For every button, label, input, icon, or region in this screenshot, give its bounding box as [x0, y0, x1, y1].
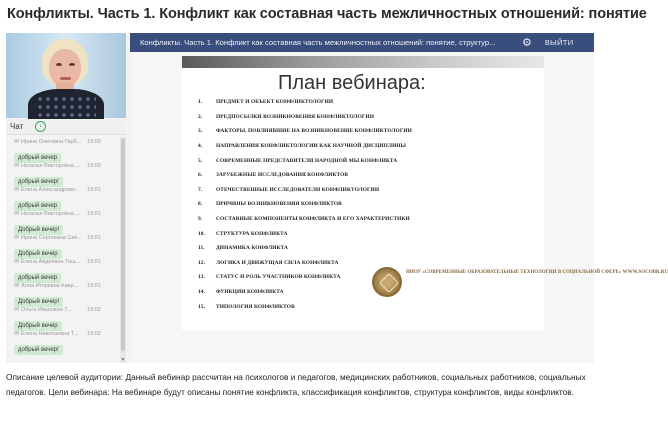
- agenda-text: СОСТАВНЫЕ КОМПОНЕНТЫ КОНФЛИКТА И ЕГО ХАРАКТЕРИСТИКИ: [216, 216, 410, 223]
- slide: [182, 56, 668, 330]
- agenda-number: 12.: [198, 259, 206, 266]
- scrollbar-thumb[interactable]: [121, 139, 125, 351]
- chat-message-header: [14, 209, 120, 218]
- agenda-item: [198, 212, 538, 227]
- chat-message-header: [14, 257, 120, 266]
- agenda-item: [198, 153, 538, 168]
- chat-author: Наталья Викторовна ...: [21, 162, 81, 169]
- chat-message-header: [14, 305, 120, 314]
- chat-message: [6, 257, 120, 281]
- chat-bar[interactable]: [6, 119, 126, 135]
- webinar-room: [6, 33, 668, 363]
- organization-text: НИОУ «СОВРЕМЕННЫЕ ОБРАЗОВАТЕЛЬНЫЕ ТЕХНОЛОГИИ В СОЦИАЛЬНОЙ СФЕРЕ» WWW.SOCOBR.RU: [406, 270, 668, 275]
- organization-stamp: [372, 267, 668, 301]
- message-icon: ✉: [14, 139, 20, 145]
- chat-message: [6, 161, 120, 185]
- chat-text: Добрый вечер: [14, 249, 62, 259]
- agenda-item: [198, 183, 538, 198]
- agenda-text: ФУНКЦИИ КОНФЛИКТА: [216, 289, 284, 296]
- agenda-number: 14.: [198, 289, 206, 296]
- chat-time: 19:02: [87, 306, 101, 313]
- gear-icon[interactable]: ⚙: [522, 37, 532, 49]
- chat-text: добрый вечер!: [14, 345, 63, 355]
- presenter-video: [6, 33, 126, 118]
- chat-list: [6, 137, 120, 363]
- chat-message-header: [14, 137, 120, 146]
- chat-message-header: [14, 233, 120, 242]
- agenda-item: [198, 197, 538, 212]
- message-icon: ✉: [14, 235, 20, 241]
- agenda-number: 8.: [198, 201, 203, 208]
- agenda-item: [198, 95, 538, 110]
- chat-message: [6, 305, 120, 329]
- chat-author: Елена Александровн...: [21, 186, 80, 193]
- agenda-text: ПРЕДМЕТ И ОБЪЕКТ КОНФЛИКТОЛОГИИ: [216, 99, 334, 106]
- agenda-number: 13.: [198, 274, 206, 281]
- chat-time: 19:02: [87, 330, 101, 337]
- chat-message: [6, 281, 120, 305]
- chat-author: Ольга Ивановна Т...: [21, 306, 72, 313]
- chat-author: Наталья Викторовна ...: [21, 210, 81, 217]
- chat-message-header: [14, 161, 120, 170]
- chat-time: 19:00: [87, 162, 101, 169]
- scroll-down-icon[interactable]: ▼: [120, 357, 126, 363]
- chat-text: Добрый вечер!: [14, 225, 63, 235]
- agenda-text: СТРУКТУРА КОНФЛИКТА: [216, 230, 288, 237]
- agenda-item: [198, 110, 538, 125]
- agenda-item: [198, 168, 538, 183]
- chat-scrollbar[interactable]: [120, 137, 126, 363]
- agenda-text: НАПРАВЛЕНИЯ КОНФЛИКТОЛОГИИ КАК НАУЧНОЙ ДИСЦИПЛИНЫ: [216, 143, 407, 150]
- chat-time: 19:01: [87, 210, 101, 217]
- chat-time: 19:00: [87, 138, 101, 145]
- presentation-title: Конфликты. Часть 1. Конфликт как составная часть межличностных отношений: понятие, структур...: [140, 38, 496, 47]
- agenda-number: 1.: [198, 99, 203, 106]
- chat-label: Чат: [10, 122, 24, 131]
- agenda-text: ОТЕЧЕСТВЕННЫЕ ИССЛЕДОВАТЕЛИ КОНФЛИКТОЛОГИИ: [216, 186, 380, 193]
- slide-area: [130, 52, 668, 363]
- agenda-number: 10.: [198, 230, 206, 237]
- agenda-number: 11.: [198, 245, 205, 252]
- slide-decor-bar: [182, 56, 544, 68]
- chat-time: 19:01: [87, 186, 101, 193]
- agenda-number: 6.: [198, 172, 203, 179]
- agenda-item: [198, 241, 538, 256]
- chat-text: добрый вечер!: [14, 177, 63, 187]
- chat-message: [6, 137, 120, 161]
- agenda-number: 4.: [198, 143, 203, 150]
- agenda-text: ЛОГИКА И ДВИЖУЩАЯ СИЛА КОНФЛИКТА: [216, 259, 339, 266]
- agenda-number: 9.: [198, 216, 203, 223]
- chat-author: Ирина Олеговна Гарб...: [21, 138, 82, 145]
- agenda-number: 2.: [198, 113, 203, 120]
- agenda-number: 7.: [198, 186, 203, 193]
- agenda-text: СОВРЕМЕННЫЕ ПРЕДСТАВИТЕЛИ НАРОДНОЙ МЫ КОНФЛИКТА: [216, 157, 398, 164]
- chat-author: Елена Авдеевна Тиш...: [21, 258, 81, 265]
- seal-logo: [372, 267, 402, 297]
- agenda-text: СТАТУС И РОЛЬ УЧАСТНИКОВ КОНФЛИКТА: [216, 274, 341, 281]
- agenda-item: [198, 299, 538, 314]
- page-title: Конфликты. Часть 1. Конфликт как составная часть межличностных отношений: понятие: [7, 6, 647, 22]
- chat-text: Добрый вечер: [14, 321, 62, 331]
- chat-time: 19:01: [87, 234, 101, 241]
- chat-text: добрый вечер: [14, 153, 61, 163]
- agenda-number: 5.: [198, 157, 203, 164]
- agenda-text: ПРИЧИНЫ ВОЗНИКНОВЕНИЯ КОНФЛИКТОВ: [216, 201, 342, 208]
- slide-heading: План вебинара:: [278, 72, 426, 94]
- chat-author: Алла Игоревна Кавр...: [21, 282, 79, 289]
- agenda-item: [198, 226, 538, 241]
- agenda-number: 3.: [198, 128, 203, 135]
- chat-message-header: [14, 329, 120, 338]
- agenda-text: ПРЕДПОСЫЛКИ ВОЗНИКНОВЕНИЯ КОНФЛИКТОЛОГИИ: [216, 113, 375, 120]
- agenda-item: [198, 139, 538, 154]
- presentation-header: [130, 33, 594, 52]
- message-icon: ✉: [14, 259, 20, 265]
- chat-message: [6, 185, 120, 209]
- agenda-number: 15.: [198, 303, 206, 310]
- message-icon: ✉: [14, 307, 20, 313]
- chat-text: добрый вечер: [14, 273, 61, 283]
- chat-message-header: [14, 281, 120, 290]
- message-icon: ✉: [14, 187, 20, 193]
- message-icon: ✉: [14, 283, 20, 289]
- chat-message: [6, 233, 120, 257]
- message-icon: ✉: [14, 163, 20, 169]
- message-icon: ✉: [14, 211, 20, 217]
- agenda-text: ЗАРУБЕЖНЫЕ ИССЛЕДОВАНИЯ КОНФЛИКТОВ: [216, 172, 349, 179]
- agenda-text: ФАКТОРЫ, ПОВЛИЯВШИЕ НА ВОЗНИКНОВЕНИЕ КОНФЛИКТОЛОГИИ: [216, 128, 412, 135]
- chat-message: [6, 329, 120, 353]
- chat-time: 19:01: [87, 282, 101, 289]
- chat-text: Добрый вечер!: [14, 297, 63, 307]
- download-icon[interactable]: ↓: [35, 121, 46, 132]
- chat-message: [6, 209, 120, 233]
- exit-button[interactable]: ВЫЙТИ: [544, 38, 574, 47]
- agenda-item: [198, 124, 538, 139]
- chat-author: Елена Николаевна Т...: [21, 330, 79, 337]
- chat-time: 19:01: [87, 258, 101, 265]
- agenda-text: ТИПОЛОГИЯ КОНФЛИКТОВ: [216, 303, 295, 310]
- agenda-text: ДИНАМИКА КОНФЛИКТА: [216, 245, 288, 252]
- message-icon: ✉: [14, 331, 20, 337]
- chat-author: Ирина Сергеевна Сен...: [21, 234, 83, 241]
- chat-message-header: [14, 185, 120, 194]
- chat-text: добрый вечер: [14, 201, 61, 211]
- webinar-description: Описание целевой аудитории: Данный вебинар рассчитан на психологов и педагогов, медицинских работников, социальных работников, социальных педагогов. Цели вебинара: На вебинаре будут описаны понятие конфликта, классификация конфликтов, структура конфликтов, виды конфликтов.: [6, 372, 586, 398]
